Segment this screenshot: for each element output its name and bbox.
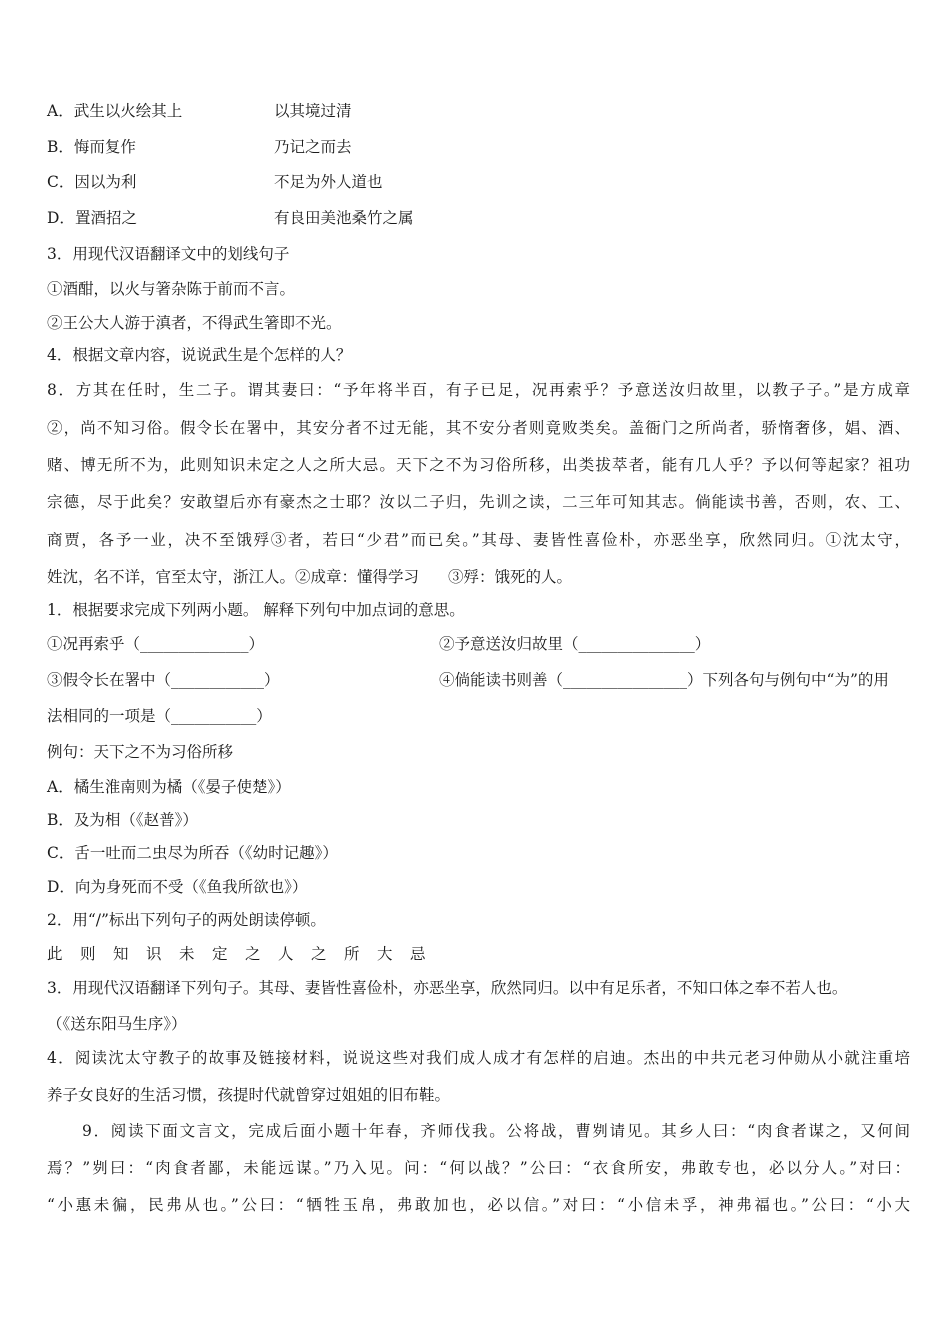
passage-9-line-1: 9．阅读下面文言文，完成后面小题十年春，齐师伐我。公将战，曹刿请见。其乡人曰：“肉食者谋之，又何间: [82, 1122, 910, 1140]
option-b: [47, 137, 910, 157]
question-4b-line-2: 养子女良好的生活习惯，孩提时代就曾穿过姐姐的旧布鞋。: [47, 1086, 451, 1104]
passage-8-line-2: ②，尚不知习俗。假令长在署中，其安分者不过无能，其不安分者则竟败类矣。盖衙门之所尚者，骄惰奢侈，娼、酒、: [47, 419, 910, 437]
option-right: 乃记之而去: [274, 138, 352, 156]
blank-4-text: ④倘能读书则善: [439, 671, 548, 689]
option-left: 悔而复作: [73, 138, 136, 156]
question-1-option-c: C．舌一吐而二虫尽为所吞（《幼时记趣》）: [47, 844, 338, 862]
question-3-sentence-2: ②王公大人游于滇者，不得武生箸即不光。: [47, 314, 342, 332]
option-letter: C．: [47, 173, 75, 191]
option-right: 以其境过清: [274, 102, 352, 120]
option-d: [47, 208, 910, 228]
question-1-blank-5: 法相同的一项是（___________）: [47, 707, 272, 725]
passage-8-line-3: 赌、博无所不为，此则知识未定之人之所大忌。天下之不为习俗所移，出类拔萃者，能有几人乎？予以何等起家？祖功: [47, 456, 910, 474]
question-1-option-b: B．及为相（《赵普》）: [47, 811, 198, 829]
footnote-3: ③殍：饿死的人。: [447, 568, 572, 586]
option-a: [47, 101, 910, 121]
question-3-stem: 3．用现代汉语翻译文中的划线句子: [47, 245, 290, 263]
option-letter: B．: [47, 138, 74, 156]
passage-8-line-4: 宗德，尽于此矣？安敢望后亦有豪杰之士耶？汝以二子归，先训之读，二三年可知其志。倘能读书善，否则，农、工、: [47, 493, 910, 511]
question-1-blanks-row-1: [47, 634, 910, 654]
passage-8-line-1: 8．方其在任时，生二子。谓其妻曰：“予年将半百，有子已足，况再索乎？予意送汝归故里，以教子子。”是方成章: [47, 381, 910, 399]
question-3b-source: （《送东阳马生序》）: [47, 1015, 187, 1033]
passage-9-line-3: “小惠未徧，民弗从也。”公曰：“牺牲玉帛，弗敢加也，必以信。”对曰：“小信未孚，神弗福也。”公曰：“小大: [47, 1196, 910, 1214]
blank-4: [439, 670, 889, 690]
passage-9-line-2: 焉？”刿曰：“肉食者鄙，未能远谋。”乃入见。问：“何以战？”公曰：“衣食所安，弗敢专也，必以分人。”对曰：: [47, 1159, 910, 1177]
option-right: 有良田美池桑竹之属: [274, 209, 414, 227]
blank-3: ③假令长在署中（____________）: [47, 671, 280, 689]
option-left: 置酒招之: [74, 209, 137, 227]
footnote-1-2: 姓沈，名不详，官至太守，浙江人。②成章：懂得学习: [47, 568, 420, 586]
option-letter: A．: [47, 102, 74, 120]
question-2-stem: 2．用“/”标出下列句子的两处朗读停顿。: [47, 911, 326, 929]
passage-8-line-5: 商贾，各予一业，决不至饿殍③者，若曰“少君”而已矣。”其母、妻皆性喜俭朴，亦恶坐享，欣然同归。①沈太守，: [47, 531, 910, 549]
question-2-sentence: 此则知识未定之人之所大忌: [47, 945, 444, 963]
option-letter: D．: [47, 209, 75, 227]
question-1-stem: 1．根据要求完成下列两小题。 解释下列句中加点词的意思。: [47, 601, 465, 619]
blank-1: ①况再索乎（______________）: [47, 635, 265, 653]
option-c: [47, 172, 910, 192]
blank-4-tail: （________________）下列各句与例句中“为”的用: [547, 671, 889, 689]
question-4b-line-1: 4．阅读沈太守教子的故事及链接材料，说说这些对我们成人成才有怎样的启迪。杰出的中共元老习仲勋从小就注重培: [47, 1049, 910, 1067]
option-right: 不足为外人道也: [274, 173, 383, 191]
question-1-option-d: D．向为身死而不受（《鱼我所欲也》）: [47, 878, 308, 896]
option-left: 因以为利: [74, 173, 137, 191]
question-3b-stem: 3．用现代汉语翻译下列句子。其母、妻皆性喜俭朴，亦恶坐享，欣然同归。以中有足乐者，不知口体之奉不若人也。: [47, 979, 848, 997]
option-left: 武生以火绘其上: [73, 102, 183, 120]
passage-8-line-6: [47, 567, 910, 587]
question-4: 4．根据文章内容，说说武生是个怎样的人？: [47, 346, 352, 364]
question-1-option-a: A．橘生淮南则为橘（《晏子使楚》）: [47, 778, 291, 796]
example-sentence: 例句：天下之不为习俗所移: [47, 743, 234, 761]
question-3-sentence-1: ①酒酣，以火与箸杂陈于前而不言。: [47, 280, 296, 298]
question-1-blanks-row-2: [47, 670, 910, 690]
blank-2: ②予意送汝归故里（_______________）: [439, 635, 711, 653]
